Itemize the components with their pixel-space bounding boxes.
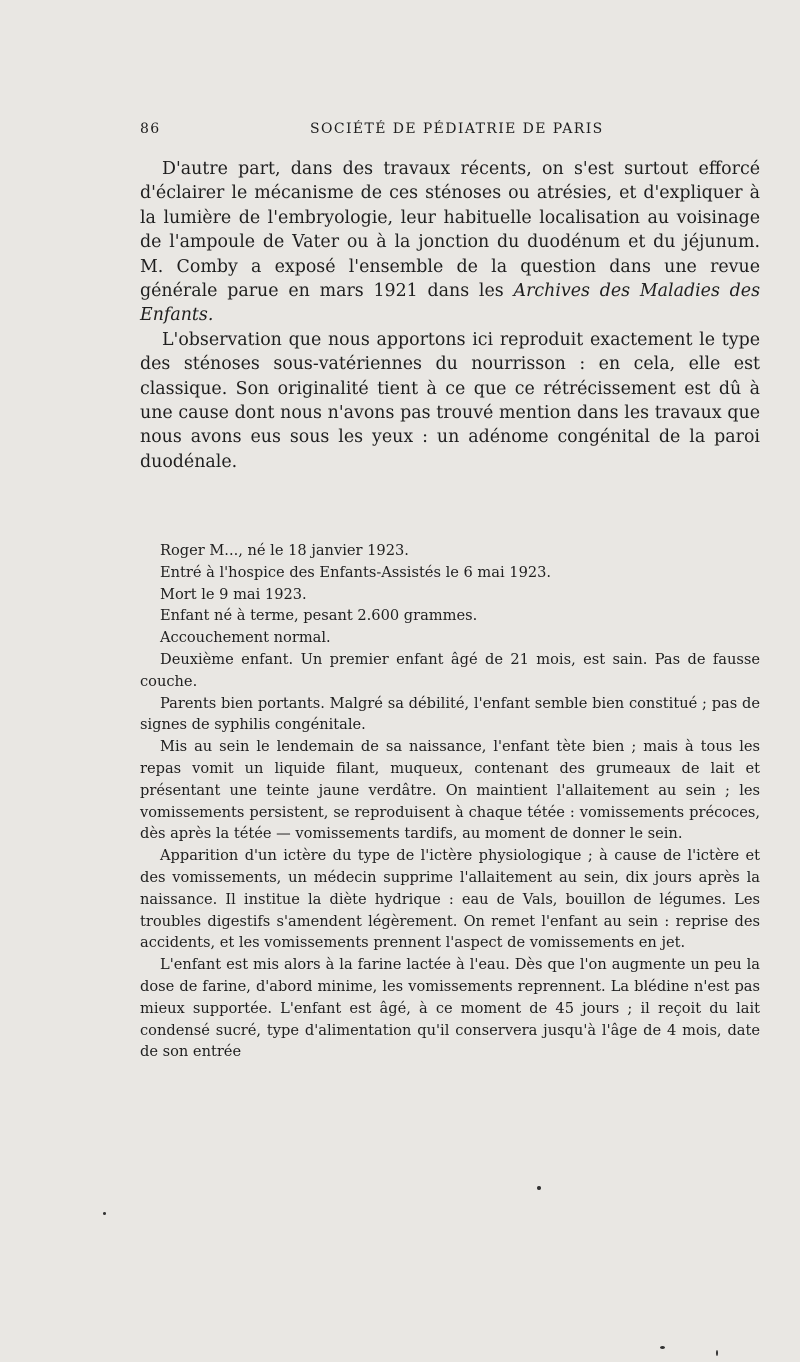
observation-paragraph: Enfant né à terme, pesant 2.600 grammes. bbox=[160, 607, 478, 625]
observation-paragraph: Mort le 9 mai 1923. bbox=[160, 585, 307, 603]
intro-paragraph-1-text: D'autre part, dans des travaux récents, on s'est surtout efforcé d'éclairer le mécanisme de ces sténoses ou atrésies, et d'expliquer à la lumière de l'embryologie, leur habituelle localisation au voisinage de l'ampoule de Vater ou à la jonction du duodénum et du jéjunum. M. Comby a exposé l'ensemble de la question dans une revue générale parue en mars 1921 dans les bbox=[140, 159, 760, 302]
observation-paragraph: Apparition d'un ictère du type de l'ictère physiologique ; à cause de l'ictère et des vomissements, un médecin supprime l'allaitement au sein, dix jours après la naissance. Il institue la diète hydrique : eau de Vals, bouillon de légumes. Les troubles digestifs s'amendent légèrement. On remet l'enfant au sein : reprise des accidents, et les vomissements prennent l'aspect de vomissements en jet. bbox=[140, 847, 760, 952]
observation-paragraph: Entré à l'hospice des Enfants-Assistés le 6 mai 1923. bbox=[160, 563, 552, 581]
observation-paragraph: Accouchement normal. bbox=[160, 629, 331, 647]
observation-paragraph: Roger M..., né le 18 janvier 1923. bbox=[160, 542, 409, 559]
intro-paragraph-1 bbox=[140, 157, 760, 328]
paper-speck bbox=[103, 1212, 106, 1215]
paper-speck bbox=[537, 1186, 541, 1190]
observation-paragraph: L'enfant est mis alors à la farine lactée à l'eau. Dès que l'on augmente un peu la dose de farine, d'abord minime, les vomissements reprennent. La blédine n'est pas mieux supportée. L'enfant est âgé, à ce moment de 45 jours ; il reçoit du lait condensé sucré, type d'alimentation qu'il conservera jusqu'à l'âge de 4 mois, date de son entrée bbox=[140, 956, 760, 1061]
page-number: 86 bbox=[140, 121, 161, 137]
paper-speck bbox=[660, 1346, 665, 1349]
observation-paragraph: Parents bien portants. Malgré sa débilité, l'enfant semble bien constitué ; pas de signes de syphilis congénitale. bbox=[140, 694, 760, 734]
observation-paragraph: Deuxième enfant. Un premier enfant âgé de 21 mois, est sain. Pas de fausse couche. bbox=[140, 650, 760, 690]
running-title: SOCIÉTÉ DE PÉDIATRIE DE PARIS bbox=[310, 121, 604, 137]
observation-paragraph: Mis au sein le lendemain de sa naissance, l'enfant tète bien ; mais à tous les repas vomit un liquide filant, muqueux, contenant des grumeaux de lait et présentant une teinte jaune verdâtre. On maintient l'allaitement au sein ; les vomissements persistent, se reproduisent à chaque tétée : vomissements précoces, dès après la tétée — vomissements tardifs, au moment de donner le sein. bbox=[140, 738, 760, 843]
journal-title: Archives des Maladies des Enfants. bbox=[140, 281, 760, 326]
paper-speck bbox=[716, 1350, 718, 1356]
intro-section bbox=[140, 157, 760, 474]
page-header bbox=[140, 121, 760, 141]
observation-section bbox=[140, 540, 760, 1063]
intro-paragraph-2: L'observation que nous apportons ici reproduit exactement le type des sténoses sous-vatériennes du nourrisson : en cela, elle est classique. Son originalité tient à ce que ce rétrécissement est dû à une cause dont nous n'avons pas trouvé mention dans les travaux que nous avons eus sous les yeux : un adénome congénital de la paroi duodénale. bbox=[140, 329, 760, 472]
